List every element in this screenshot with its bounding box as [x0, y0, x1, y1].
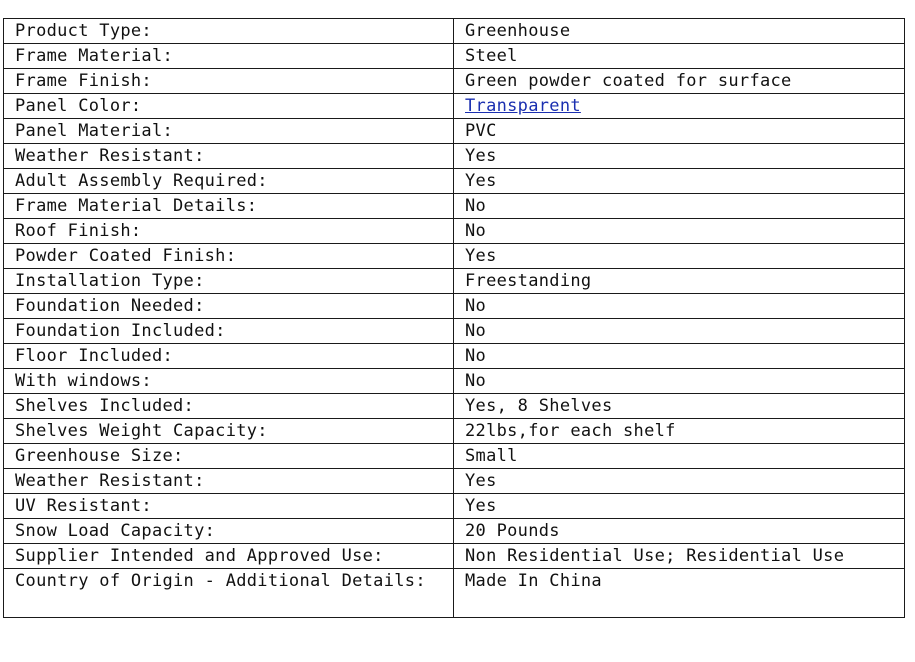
table-row: [4, 69, 905, 94]
spec-value: No: [454, 344, 905, 369]
spec-label: Frame Material:: [4, 44, 454, 69]
spec-value: Made In China: [454, 569, 905, 618]
spec-label: Floor Included:: [4, 344, 454, 369]
spec-label: Foundation Included:: [4, 319, 454, 344]
spec-label: Frame Material Details:: [4, 194, 454, 219]
spec-label: Greenhouse Size:: [4, 444, 454, 469]
spec-label: Weather Resistant:: [4, 469, 454, 494]
table-row: [4, 469, 905, 494]
spec-label: Snow Load Capacity:: [4, 519, 454, 544]
spec-label: Foundation Needed:: [4, 294, 454, 319]
table-row: [4, 269, 905, 294]
table-row: [4, 319, 905, 344]
table-row: [4, 94, 905, 119]
spec-label: Powder Coated Finish:: [4, 244, 454, 269]
spec-value: No: [454, 369, 905, 394]
spec-value: No: [454, 194, 905, 219]
table-row: [4, 119, 905, 144]
table-row: [4, 494, 905, 519]
table-row: [4, 194, 905, 219]
spec-label: Shelves Weight Capacity:: [4, 419, 454, 444]
table-row: [4, 44, 905, 69]
spec-label: Supplier Intended and Approved Use:: [4, 544, 454, 569]
spec-value: 20 Pounds: [454, 519, 905, 544]
spec-value: No: [454, 319, 905, 344]
spec-value: 22lbs,for each shelf: [454, 419, 905, 444]
spec-label: Adult Assembly Required:: [4, 169, 454, 194]
spec-value: Yes: [454, 244, 905, 269]
table-row: [4, 544, 905, 569]
spec-value: Yes: [454, 169, 905, 194]
spec-value: Yes: [454, 469, 905, 494]
table-row: [4, 244, 905, 269]
spec-label: With windows:: [4, 369, 454, 394]
table-row: [4, 419, 905, 444]
spec-value: PVC: [454, 119, 905, 144]
table-row: [4, 519, 905, 544]
spec-label: Shelves Included:: [4, 394, 454, 419]
table-row: [4, 344, 905, 369]
spec-value: Yes: [454, 494, 905, 519]
spec-label: Panel Material:: [4, 119, 454, 144]
spec-value: Greenhouse: [454, 19, 905, 44]
spec-label: Roof Finish:: [4, 219, 454, 244]
spec-label: Panel Color:: [4, 94, 454, 119]
spec-label: Frame Finish:: [4, 69, 454, 94]
spec-label: Installation Type:: [4, 269, 454, 294]
product-spec-table: [3, 18, 905, 618]
spec-value: Steel: [454, 44, 905, 69]
spec-label: Weather Resistant:: [4, 144, 454, 169]
spec-value: No: [454, 219, 905, 244]
table-row: [4, 444, 905, 469]
spec-value: Freestanding: [454, 269, 905, 294]
table-row: [4, 144, 905, 169]
spec-label: UV Resistant:: [4, 494, 454, 519]
spec-value: Small: [454, 444, 905, 469]
table-row: [4, 394, 905, 419]
table-row: [4, 219, 905, 244]
table-row: [4, 369, 905, 394]
table-row: [4, 169, 905, 194]
spec-value: Yes: [454, 144, 905, 169]
spec-value: Green powder coated for surface: [454, 69, 905, 94]
spec-label: Product Type:: [4, 19, 454, 44]
table-row: [4, 19, 905, 44]
table-row: [4, 294, 905, 319]
spec-value: Non Residential Use; Residential Use: [454, 544, 905, 569]
spec-value: No: [454, 294, 905, 319]
transparent-link[interactable]: Transparent: [465, 96, 581, 116]
spec-value: Yes, 8 Shelves: [454, 394, 905, 419]
spec-label: Country of Origin - Additional Details:: [4, 569, 454, 618]
table-row: [4, 569, 905, 618]
spec-value-cell: [454, 94, 905, 119]
